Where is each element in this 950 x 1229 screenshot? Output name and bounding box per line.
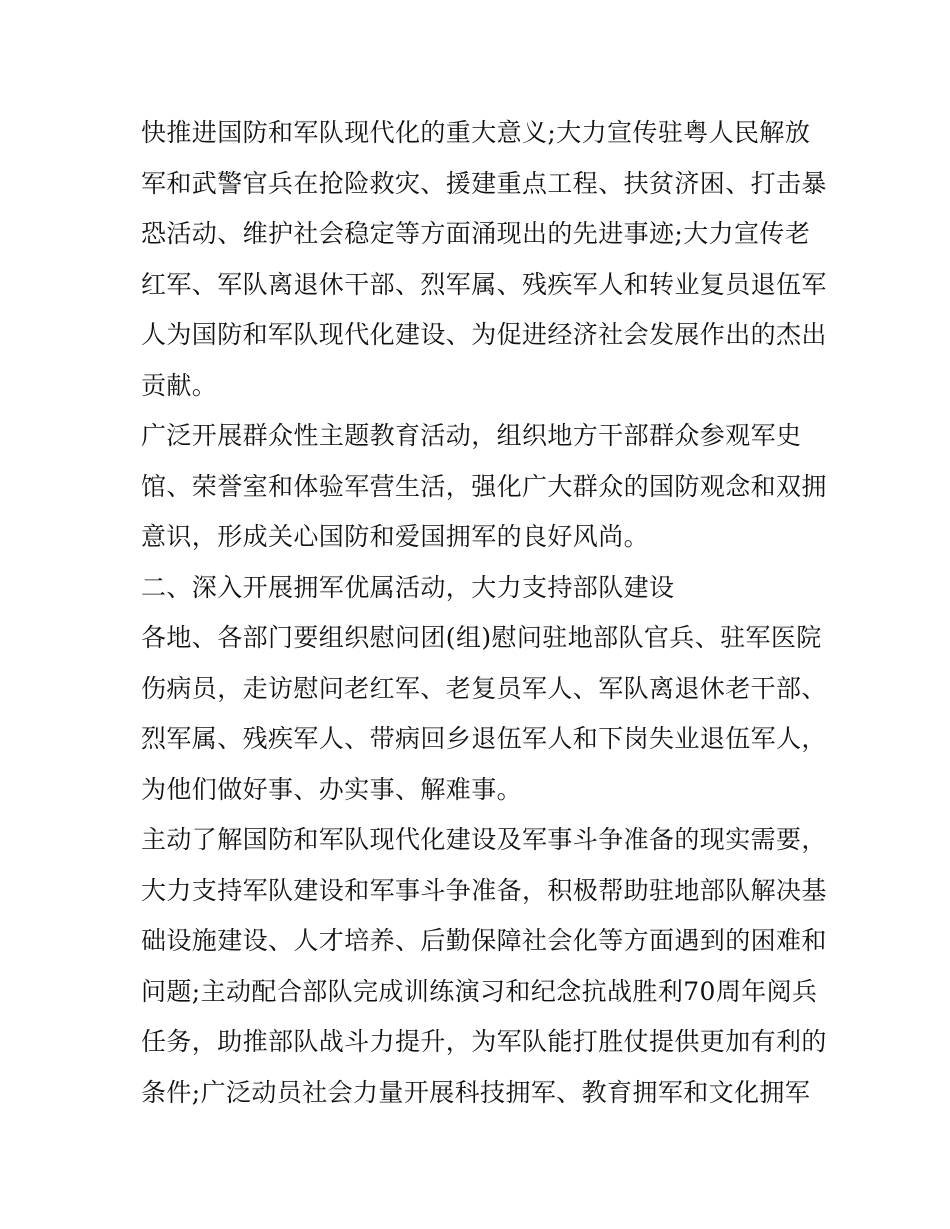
text-line: 主动了解国防和军队现代化建设及军事斗争准备的现实需要， [141,825,827,854]
text-line: 任务，助推部队战斗力提升，为军队能打胜仗提供更加有利的 [141,1027,827,1056]
text-line: 意识，形成关心国防和爱国拥军的良好风尚。 [141,522,650,551]
text-line: 快推进国防和军队现代化的重大意义;大力宣传驻粤人民解放 [141,118,811,147]
document-body [141,108,827,1118]
text-line: 烈军属、残疾军人、带病回乡退伍军人和下岗失业退伍军人， [141,724,827,753]
text-line: 大力支持军队建设和军事斗争准备，积极帮助驻地部队解决基 [141,875,827,905]
text-line: 军和武警官兵在抢险救灾、援建重点工程、扶贫济困、打击暴 [141,168,827,198]
text-line: 红军、军队离退休干部、烈军属、残疾军人和转业复员退伍军 [141,269,827,299]
text-line: 馆、荣誉室和体验军营生活，强化广大群众的国防观念和双拥 [141,471,827,501]
text-line: 人为国防和军队现代化建设、为促进经济社会发展作出的杰出 [141,320,827,349]
section-heading: 二、深入开展拥军优属活动，大力支持部队建设 [141,572,675,602]
text-line: 伤病员，走访慰问老红军、老复员军人、军队离退休老干部、 [141,673,827,703]
text-line: 广泛开展群众性主题教育活动，组织地方干部群众参观军史 [141,421,802,450]
text-line: 各地、各部门要组织慰问团(组)慰问驻地部队官兵、驻军医院 [141,623,822,652]
text-line: 问题;主动配合部队完成训练演习和纪念抗战胜利70周年阅兵 [141,976,818,1006]
text-line: 为他们做好事、办实事、解难事。 [141,774,523,804]
text-line: 恐活动、维护社会稳定等方面涌现出的先进事迹;大力宣传老 [141,219,811,248]
text-line: 贡献。 [141,370,218,400]
text-line: 础设施建设、人才培养、后勤保障社会化等方面遇到的困难和 [141,926,827,955]
text-line: 条件;广泛动员社会力量开展科技拥军、教育拥军和文化拥军 [141,1077,811,1107]
